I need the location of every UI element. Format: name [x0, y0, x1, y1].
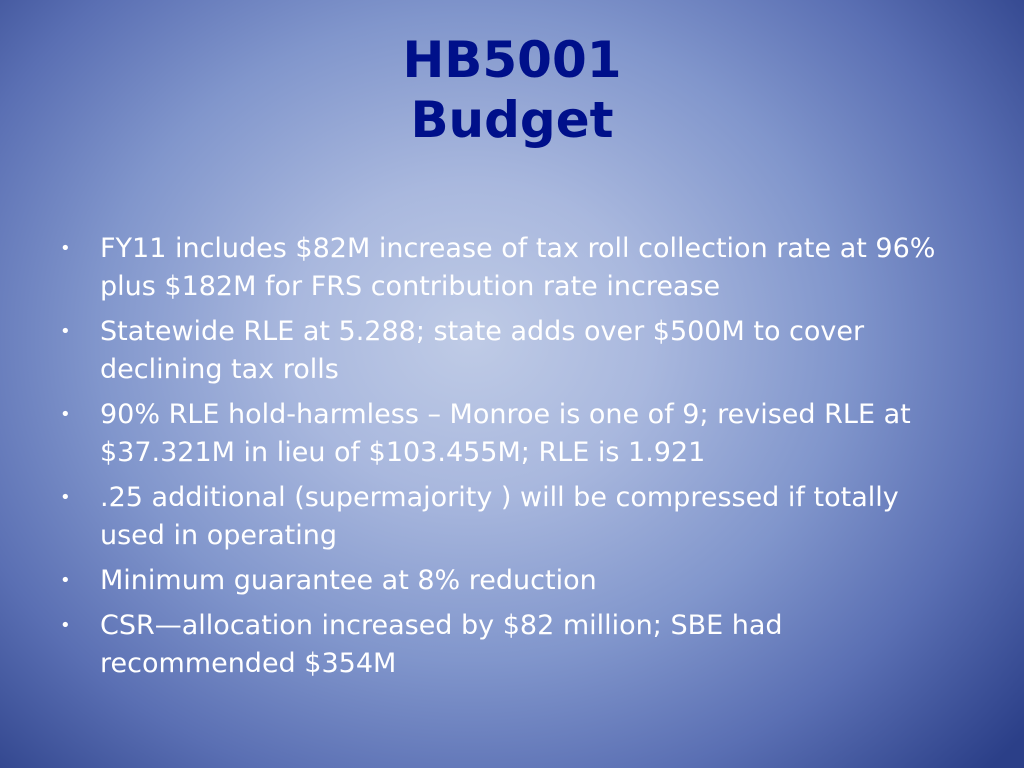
bullet-item — [60, 479, 960, 555]
bullet-icon: • — [60, 487, 71, 508]
bullet-icon: • — [60, 321, 71, 342]
bullet-text: Statewide RLE at 5.288; state adds over $500M to cover declining tax rolls — [100, 316, 865, 385]
bullet-item — [60, 313, 960, 389]
bullet-text: Minimum guarantee at 8% reduction — [100, 565, 597, 596]
bullet-item — [60, 607, 960, 683]
bullet-item — [60, 396, 960, 472]
bullet-text: CSR—allocation increased by $82 million; SBE had recommended $354M — [100, 610, 783, 679]
bullet-list — [60, 230, 960, 690]
bullet-text: .25 additional (supermajority ) will be compressed if totally used in operating — [100, 482, 899, 551]
slide-title — [0, 30, 1024, 150]
slide-title-line-1: HB5001 — [402, 31, 622, 89]
slide-title-line-2: Budget — [410, 91, 614, 149]
bullet-item — [60, 230, 960, 306]
bullet-icon: • — [60, 615, 71, 636]
bullet-icon: • — [60, 238, 71, 259]
bullet-text: 90% RLE hold-harmless – Monroe is one of 9; revised RLE at $37.321M in lieu of $103.455M; RLE is 1.921 — [100, 399, 911, 468]
bullet-icon: • — [60, 570, 71, 591]
bullet-text: FY11 includes $82M increase of tax roll collection rate at 96% plus $182M for FRS contribution rate increase — [100, 233, 936, 302]
bullet-item — [60, 562, 960, 600]
bullet-icon: • — [60, 404, 71, 425]
